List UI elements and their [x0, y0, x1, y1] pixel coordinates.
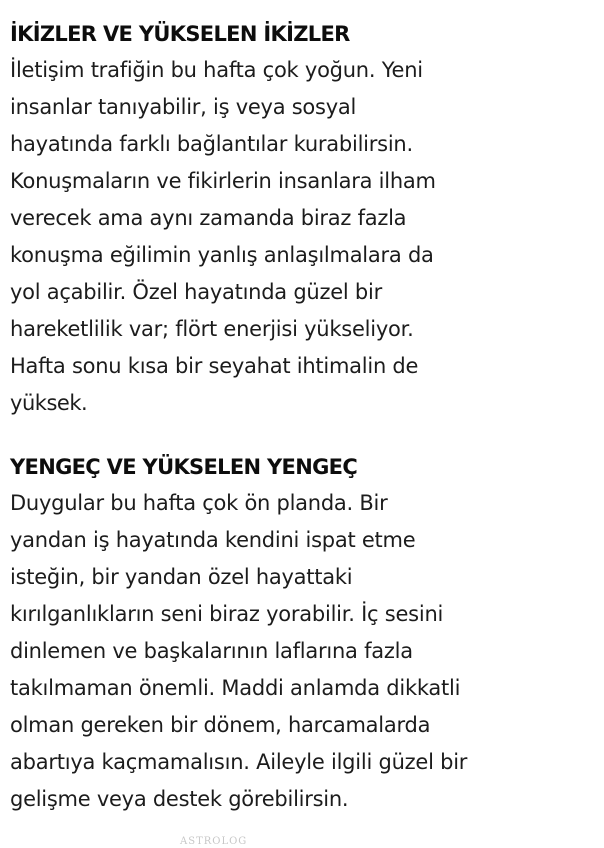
- article-body: [10, 16, 600, 818]
- paragraph-line: Hafta sonu kısa bir seyahat ihtimalin de: [10, 354, 419, 378]
- paragraph-line: kırılganlıkların seni biraz yorabilir. İç sesini: [10, 602, 444, 626]
- paragraph-line: hayatında farklı bağlantılar kurabilirsin.: [10, 132, 413, 156]
- section-title: YENGEÇ VE YÜKSELEN YENGEÇ: [10, 455, 358, 479]
- horoscope-section-gemini: [10, 16, 600, 422]
- paragraph-line: yandan iş hayatında kendini ispat etme: [10, 528, 416, 552]
- paragraph-line: yol açabilir. Özel hayatında güzel bir: [10, 280, 382, 304]
- paragraph-line: dinlemen ve başkalarının laflarına fazla: [10, 639, 413, 663]
- paragraph-line: isteğin, bir yandan özel hayattaki: [10, 565, 353, 589]
- paragraph-line: takılmaman önemli. Maddi anlamda dikkatli: [10, 676, 461, 700]
- paragraph-line: abartıya kaçmamalısın. Aileyle ilgili güzel bir: [10, 750, 468, 774]
- section-paragraph: [10, 52, 600, 422]
- paragraph-line: İletişim trafiğin bu hafta çok yoğun. Yeni: [10, 58, 423, 82]
- section-paragraph: [10, 485, 600, 818]
- paragraph-line: konuşma eğilimin yanlış anlaşılmalara da: [10, 243, 434, 267]
- watermark-logo: ASTROLOG: [180, 836, 248, 847]
- paragraph-line: verecek ama aynı zamanda biraz fazla: [10, 206, 407, 230]
- paragraph-line: gelişme veya destek görebilirsin.: [10, 787, 349, 811]
- paragraph-line: Konuşmaların ve fikirlerin insanlara ilham: [10, 169, 436, 193]
- paragraph-line: yüksek.: [10, 391, 88, 415]
- paragraph-line: hareketlilik var; flört enerjisi yükseliyor.: [10, 317, 414, 341]
- paragraph-line: Duygular bu hafta çok ön planda. Bir: [10, 491, 388, 515]
- paragraph-line: olman gereken bir dönem, harcamalarda: [10, 713, 431, 737]
- section-title: İKİZLER VE YÜKSELEN İKİZLER: [10, 22, 350, 46]
- paragraph-line: insanlar tanıyabilir, iş veya sosyal: [10, 95, 357, 119]
- horoscope-section-cancer: [10, 449, 600, 818]
